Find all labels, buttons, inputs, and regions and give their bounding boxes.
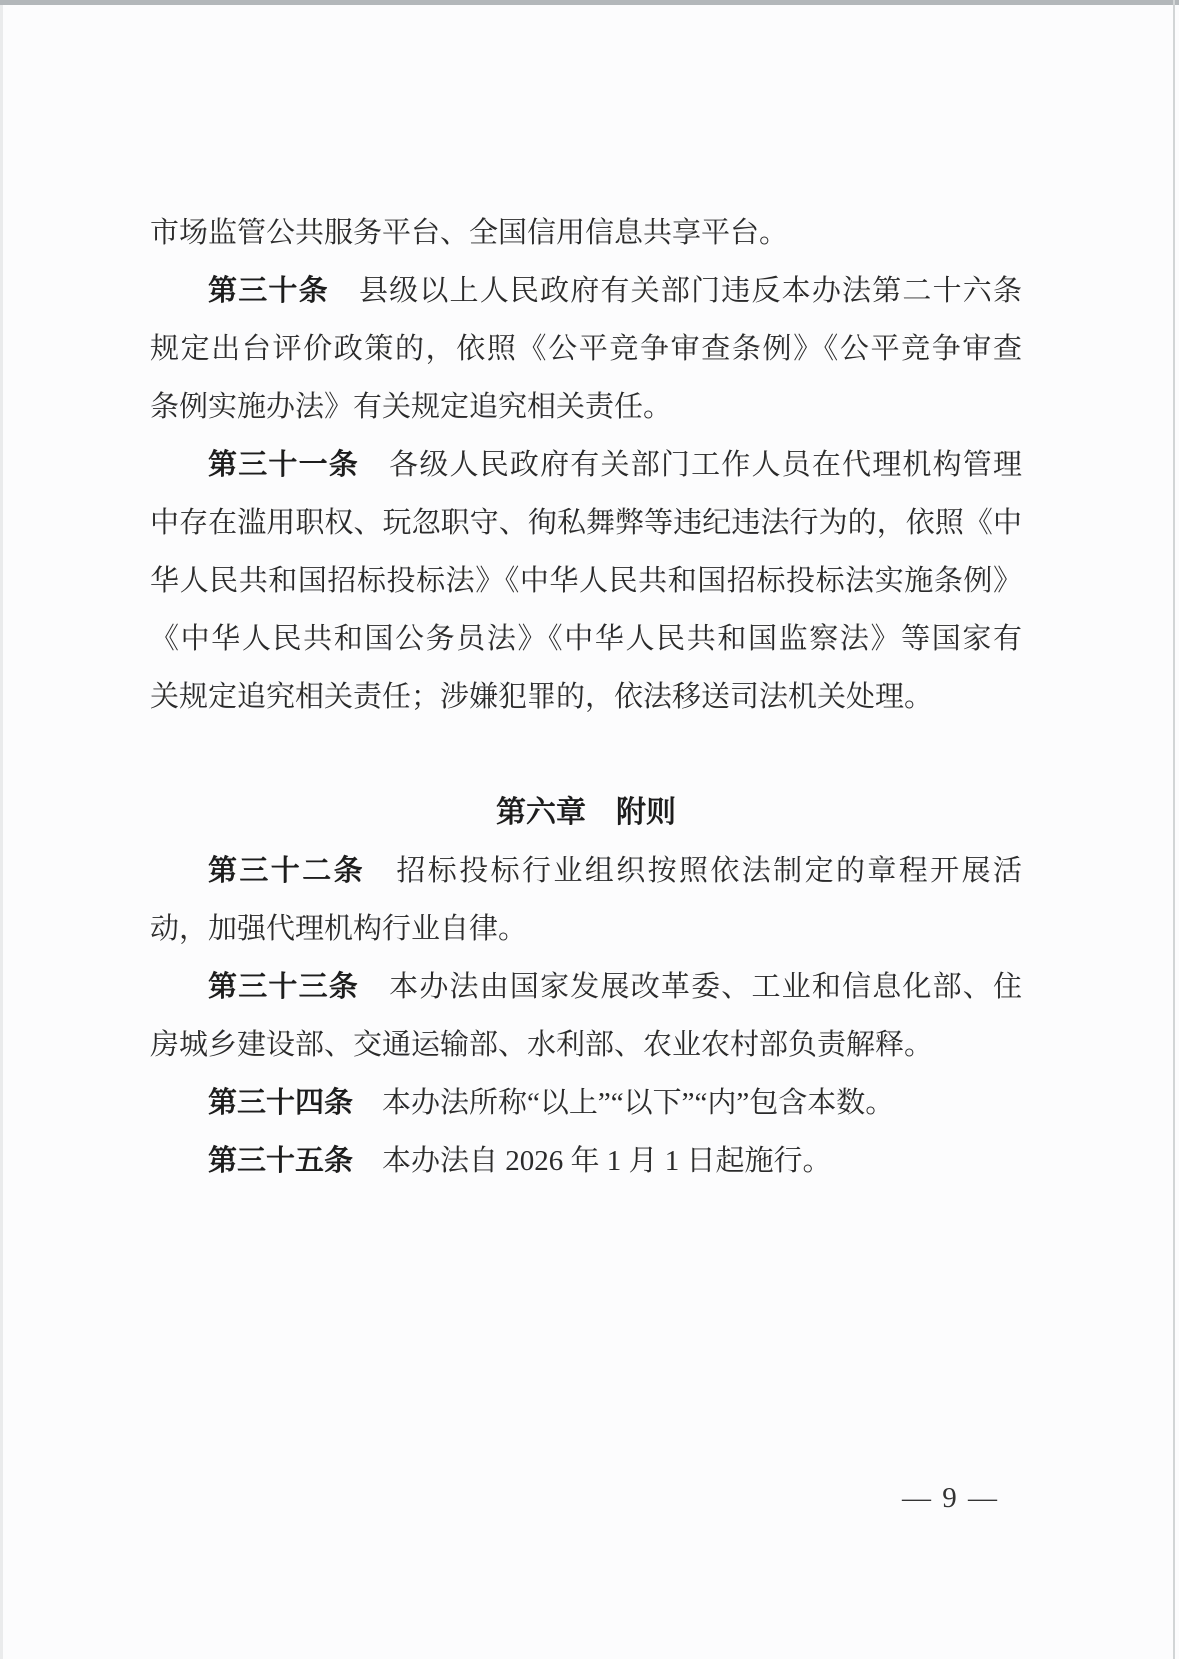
scan-left-edge xyxy=(0,5,3,1659)
article-number: 第三十三条 xyxy=(208,971,359,1003)
text-line xyxy=(150,552,1022,610)
text-run: 本办法由国家发展改革委、工业和信息化部、住 xyxy=(358,971,1022,1003)
text-line xyxy=(150,1132,1022,1190)
text-line xyxy=(150,842,1022,900)
text-line xyxy=(150,204,1022,262)
text-line xyxy=(150,494,1022,552)
text-line xyxy=(150,668,1022,726)
article-number: 第三十条 xyxy=(208,275,329,307)
text-line xyxy=(150,958,1022,1016)
text-line xyxy=(150,1016,1022,1074)
text-run: 关规定追究相关责任；涉嫌犯罪的，依法移送司法机关处理。 xyxy=(150,681,934,713)
text-run: 本办法自 2026 年 1 月 1 日起施行。 xyxy=(353,1145,832,1177)
article-number: 第三十一条 xyxy=(208,449,359,481)
text-run: 中存在滥用职权、玩忽职守、徇私舞弊等违纪违法行为的，依照《中 xyxy=(150,507,1022,539)
text-line xyxy=(150,900,1022,958)
text-run: 规定出台评价政策的，依照《公平竞争审查条例》《公平竞争审查 xyxy=(150,333,1022,365)
text-run: 动，加强代理机构行业自律。 xyxy=(150,913,528,945)
scan-right-edge xyxy=(1173,0,1175,1659)
document-body xyxy=(150,204,1022,1190)
text-run: 华人民共和国招标投标法》《中华人民共和国招标投标法实施条例》 xyxy=(150,565,1022,597)
text-line xyxy=(150,436,1022,494)
text-line xyxy=(150,610,1022,668)
article-number: 第三十四条 xyxy=(208,1087,354,1119)
text-line xyxy=(150,378,1022,436)
article-number: 第三十二条 xyxy=(208,855,365,887)
text-run: 招标投标行业组织按照依法制定的章程开展活 xyxy=(365,855,1022,887)
text-run: 各级人民政府有关部门工作人员在代理机构管理 xyxy=(358,449,1022,481)
scan-top-edge xyxy=(0,0,1179,5)
text-run: 市场监管公共服务平台、全国信用信息共享平台。 xyxy=(150,217,789,249)
text-line xyxy=(150,1074,1022,1132)
text-run: 本办法所称“以上”“以下”“内”包含本数。 xyxy=(353,1087,895,1119)
page-number: — 9 — xyxy=(902,1482,999,1514)
text-line xyxy=(150,320,1022,378)
article-number: 第三十五条 xyxy=(208,1145,354,1177)
blank-line xyxy=(150,726,1022,784)
text-run: 条例实施办法》有关规定追究相关责任。 xyxy=(150,391,673,423)
text-run: 县级以上人民政府有关部门违反本办法第二十六条 xyxy=(328,275,1022,307)
text-run: 房城乡建设部、交通运输部、水利部、农业农村部负责解释。 xyxy=(150,1029,934,1061)
text-line xyxy=(150,262,1022,320)
chapter-heading: 第六章 附则 xyxy=(496,796,676,829)
text-run: 《中华人民共和国公务员法》《中华人民共和国监察法》等国家有 xyxy=(150,623,1022,655)
